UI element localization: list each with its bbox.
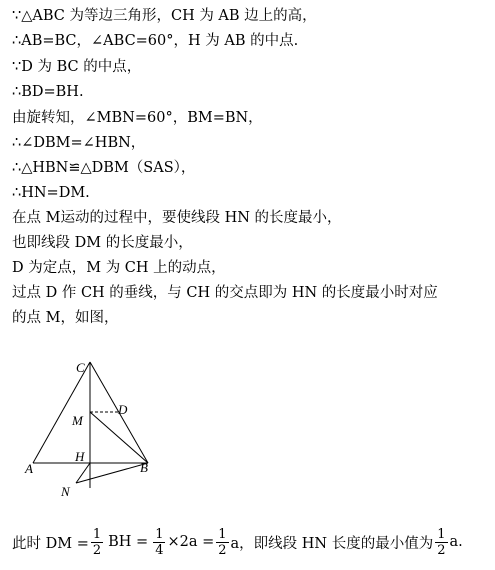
fraction-3-num: 1 (218, 526, 227, 542)
text-line-8: ∴HN=DM. (12, 185, 90, 201)
final-prefix: 此时 DM = (12, 535, 89, 552)
final-times: ×2a = (167, 534, 215, 550)
text-line-7: ∴△HBN≌△DBM（SAS）， (12, 160, 196, 176)
label-c: C (76, 360, 85, 375)
final-mid: a，即线段 HN 长度的最小值为 (230, 535, 434, 552)
label-d: D (118, 402, 128, 417)
label-m: M (72, 413, 83, 428)
label-n: N (61, 484, 70, 499)
text-line-10: 也即线段 DM 的长度最小， (12, 235, 193, 251)
fraction-3-den: 2 (218, 542, 227, 558)
text-line-9: 在点 M运动的过程中，要使线段 HN 的长度最小， (12, 210, 342, 226)
text-line-2: ∴AB=BC，∠ABC=60°，H 为 AB 的中点. (12, 33, 299, 49)
fraction-4-num: 1 (437, 526, 446, 542)
final-end: a. (449, 534, 463, 550)
text-line-5: 由旋转知，∠MBN=60°，BM=BN， (12, 110, 263, 126)
text-line-1: ∵△ABC 为等边三角形，CH 为 AB 边上的高， (12, 8, 317, 24)
fraction-2 (153, 527, 165, 558)
fraction-1-den: 2 (92, 542, 102, 558)
text-line-4: ∴BD=BH. (12, 84, 84, 100)
text-line-3: ∵D 为 BC 的中点， (12, 59, 142, 75)
label-h: H (75, 449, 85, 464)
segment-nb (76, 463, 148, 483)
fraction-4 (435, 527, 447, 558)
text-line-6: ∴∠DBM=∠HBN， (12, 135, 146, 151)
fraction-4-den: 2 (437, 542, 446, 558)
text-line-12: 过点 D 作 CH 的垂线，与 CH 的交点即为 HN 的长度最小时对应 (12, 285, 438, 301)
fraction-2-num: 1 (155, 526, 164, 542)
text-line-13: 的点 M，如图， (12, 310, 119, 326)
final-bh: BH = (108, 534, 149, 550)
segment-mb (90, 412, 148, 463)
fraction-1-num: 1 (92, 526, 102, 542)
fraction-1 (91, 527, 103, 558)
geometry-figure (18, 350, 188, 500)
fraction-3 (216, 527, 228, 558)
fraction-2-den: 4 (155, 542, 164, 558)
label-a: A (25, 461, 33, 476)
text-line-11: D 为定点，M 为 CH 上的动点， (12, 260, 226, 276)
final-equation (12, 522, 463, 562)
label-b: B (140, 460, 148, 475)
